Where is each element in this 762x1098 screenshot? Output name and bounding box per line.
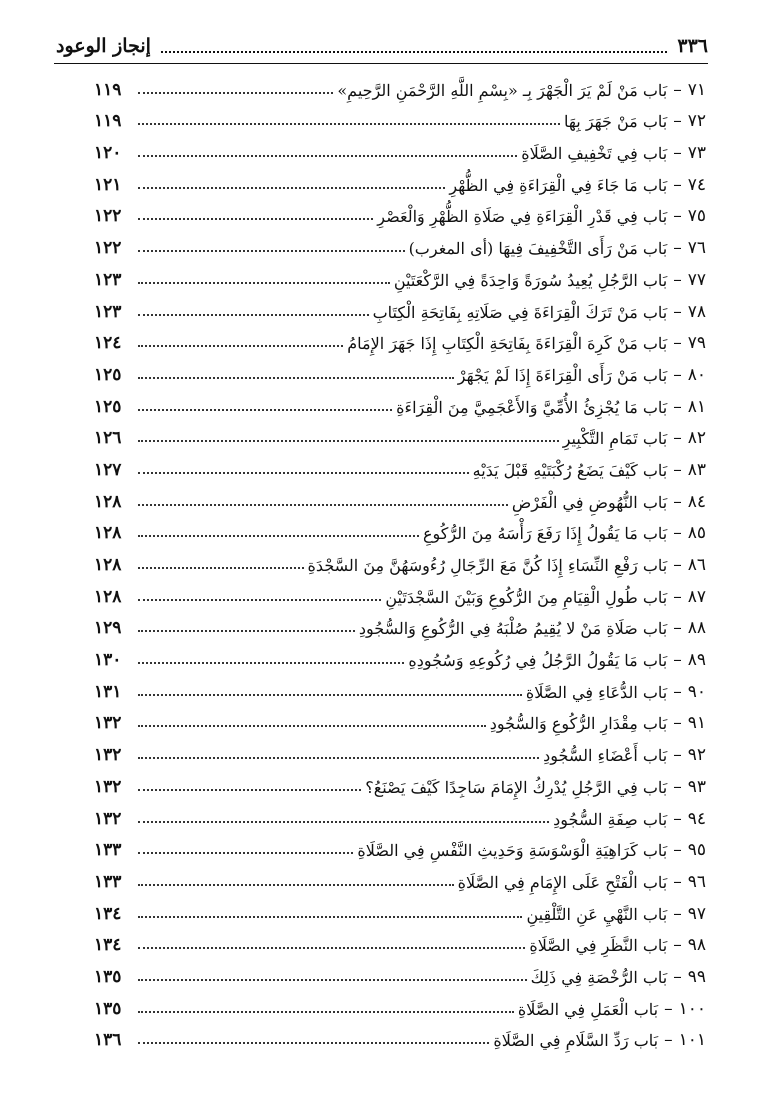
toc-entry [94, 702, 706, 734]
toc-entry [94, 892, 706, 924]
entry-number: ٨٢ [687, 428, 706, 449]
entry-number: ٧٤ [687, 174, 706, 195]
entry-dash: – [673, 808, 682, 829]
dot-leader [138, 282, 390, 284]
dot-leader [138, 1011, 514, 1013]
dot-leader [138, 504, 508, 506]
dot-leader [138, 852, 353, 854]
dot-leader [138, 630, 355, 632]
entry-page-number: ١٣٦ [94, 1030, 122, 1051]
toc-entry [94, 353, 706, 385]
entry-dash: – [673, 871, 682, 892]
entry-number: ٩٤ [687, 808, 706, 829]
entry-dash: – [673, 966, 682, 987]
entry-page-number: ١٢٢ [94, 206, 122, 227]
entry-title: بَاب مَنْ رَأَى التَّخْفِيفَ فِيهَا (أى المغرب) [408, 239, 668, 259]
entry-title: بَاب مَنْ كَرِهَ الْقِرَاءَةَ بِفَاتِحَةِ الْكِتَابِ إِذَا جَهَرَ الإِمَامُ [347, 334, 668, 354]
dot-leader [138, 884, 454, 886]
entry-dash: – [673, 206, 682, 227]
entry-dash: – [673, 745, 682, 766]
toc-entry [94, 575, 706, 607]
entry-title: بَاب تَمَامِ التَّكْبِيرِ [562, 429, 668, 449]
dot-leader [138, 947, 525, 949]
entry-number: ٨٤ [687, 491, 706, 512]
entry-dash: – [673, 428, 682, 449]
toc-entry [94, 638, 706, 670]
entry-number: ٧٢ [687, 111, 706, 132]
dot-leader [138, 694, 522, 696]
entry-title: بَاب فِي قَدْرِ الْقِرَاءَةِ فِي صَلَاةِ الظُّهْرِ وَالْعَصْرِ [377, 207, 668, 227]
entry-dash: – [673, 79, 682, 100]
entry-number: ٩١ [687, 713, 706, 734]
entry-title: بَاب مَنْ جَهَرَ بِهَا [564, 112, 668, 132]
entry-dash: – [673, 903, 682, 924]
entry-number: ٩٥ [687, 840, 706, 861]
entry-title: بَاب النَّظَرِ فِي الصَّلَاةِ [529, 936, 668, 956]
entry-title: بَاب النُّهُوضِ فِي الْفَرْضِ [511, 492, 668, 512]
dot-leader [138, 567, 304, 569]
entry-page-number: ١٣٢ [94, 745, 122, 766]
entry-page-number: ١٣٢ [94, 713, 122, 734]
dot-leader [138, 757, 539, 759]
entry-number: ٧٦ [687, 238, 706, 259]
entry-number: ٩٨ [687, 935, 706, 956]
dot-leader [138, 123, 560, 125]
running-title: إنجاز الوعود [56, 35, 151, 57]
entry-title: بَاب مَا يُجْزِئُ الأُمِّيَّ وَالأَعْجَمِيَّ مِنَ الْقِرَاءَةِ [396, 397, 668, 417]
entry-page-number: ١٢٦ [94, 428, 122, 449]
dot-leader [138, 314, 369, 316]
page-number: ٣٣٦ [677, 35, 708, 57]
toc-entry [94, 195, 706, 227]
toc-entry [94, 670, 706, 702]
entry-title: بَاب مَا يَقُولُ إِذَا رَفَعَ رَأْسَهُ مِنَ الرُّكُوعِ [422, 524, 668, 544]
entry-page-number: ١٢١ [94, 174, 122, 195]
entry-number: ٨٥ [687, 523, 706, 544]
entry-number: ٨٠ [687, 364, 706, 385]
entry-dash: – [673, 618, 682, 639]
entry-number: ١٠٠ [678, 998, 706, 1019]
toc-entry [94, 417, 706, 449]
entry-page-number: ١٣٥ [94, 966, 122, 987]
entry-number: ٩٠ [687, 681, 706, 702]
entry-number: ٧٥ [687, 206, 706, 227]
toc-entry [94, 290, 706, 322]
dot-leader [138, 155, 517, 157]
entry-title: بَاب الرُّخْصَةِ فِي ذَلِكَ [530, 967, 668, 987]
entry-number: ٨٨ [687, 618, 706, 639]
entry-page-number: ١٣٢ [94, 776, 122, 797]
entry-number: ٩٢ [687, 745, 706, 766]
entry-dash: – [673, 364, 682, 385]
dot-leader [138, 725, 486, 727]
entry-number: ٧٩ [687, 333, 706, 354]
page-header [56, 30, 708, 62]
dot-leader [138, 345, 343, 347]
toc-entry [94, 924, 706, 956]
entry-title: بَاب كَرَاهِيَةِ الْوَسْوَسَةِ وَحَدِيثِ النَّفْسِ فِي الصَّلَاةِ [357, 841, 668, 861]
dot-leader [138, 440, 559, 442]
entry-number: ٧١ [687, 79, 706, 100]
entry-title: بَاب كَيْفَ يَضَعُ رُكْبَتَيْهِ قَبْلَ يَدَيْهِ [472, 460, 668, 480]
entry-dash: – [673, 269, 682, 290]
entry-dash: – [673, 681, 682, 702]
entry-page-number: ١٢٣ [94, 269, 122, 290]
dot-leader [138, 187, 445, 189]
toc-entry [94, 987, 706, 1019]
entry-title: بَاب فِي تَخْفِيفِ الصَّلَاةِ [521, 144, 668, 164]
toc-entry [94, 226, 706, 258]
entry-title: بَاب مِقْدَارِ الرُّكُوعِ وَالسُّجُودِ [489, 714, 668, 734]
dot-leader [138, 535, 419, 537]
dot-leader [138, 1042, 489, 1044]
entry-title: بَاب مَنْ رَأَى الْقِرَاءَةَ إِذَا لَمْ يَجْهَرْ [457, 365, 668, 385]
entry-number: ٩٦ [687, 871, 706, 892]
entry-dash: – [673, 586, 682, 607]
entry-dash: – [673, 776, 682, 797]
entry-number: ٨٧ [687, 586, 706, 607]
entry-number: ٩٧ [687, 903, 706, 924]
toc-entry [94, 607, 706, 639]
entry-page-number: ١٢٠ [94, 143, 122, 164]
table-of-contents [94, 68, 706, 1050]
dot-leader [138, 92, 333, 94]
toc-entry [94, 100, 706, 132]
toc-entry [94, 543, 706, 575]
dot-leader [138, 821, 549, 823]
toc-entry [94, 448, 706, 480]
toc-entry [94, 131, 706, 163]
dot-leader [138, 789, 361, 791]
entry-page-number: ١٣١ [94, 681, 122, 702]
entry-dash: – [673, 523, 682, 544]
entry-number: ١٠١ [678, 1030, 706, 1051]
toc-entry [94, 860, 706, 892]
toc-entry [94, 955, 706, 987]
entry-dash: – [673, 174, 682, 195]
toc-entry [94, 258, 706, 290]
entry-page-number: ١٢٥ [94, 364, 122, 385]
toc-entry [94, 797, 706, 829]
entry-number: ٨١ [687, 396, 706, 417]
entry-title: بَاب مَنْ تَرَكَ الْقِرَاءَةَ فِي صَلَاتِهِ بِفَاتِحَةِ الْكِتَابِ [372, 302, 668, 322]
toc-entry [94, 829, 706, 861]
entry-page-number: ١٣٣ [94, 840, 122, 861]
entry-page-number: ١٣٣ [94, 871, 122, 892]
entry-title: بَاب مَا يَقُولُ الرَّجُلُ فِي رُكُوعِهِ وَسُجُودِهِ [408, 651, 668, 671]
entry-title: بَاب صِفَةِ السُّجُودِ [553, 809, 668, 829]
entry-number: ٩٩ [687, 966, 706, 987]
entry-dash: – [673, 935, 682, 956]
entry-number: ٧٣ [687, 143, 706, 164]
entry-page-number: ١٢٩ [94, 618, 122, 639]
toc-entry [94, 1019, 706, 1051]
entry-title: بَاب رَفْعِ النِّسَاءِ إِذَا كُنَّ مَعَ الرِّجَالِ رُءُوسَهُنَّ مِنَ السَّجْدَةِ [307, 556, 668, 575]
entry-page-number: ١٢٢ [94, 238, 122, 259]
entry-page-number: ١٢٨ [94, 491, 122, 512]
dot-leader [138, 916, 522, 918]
entry-title: بَاب الْفَتْحِ عَلَى الإِمَامِ فِي الصَّلَاةِ [457, 872, 668, 892]
entry-title: بَاب الدُّعَاءِ فِي الصَّلَاةِ [525, 682, 668, 702]
entry-title: بَاب طُولِ الْقِيَامِ مِنَ الرُّكُوعِ وَبَيْنَ السَّجْدَتَيْنِ [385, 587, 668, 607]
entry-number: ٨٦ [687, 555, 706, 575]
toc-entry [94, 480, 706, 512]
entry-title: بَاب صَلَاةِ مَنْ لا يُقِيمُ صُلْبَهُ فِي الرُّكُوعِ وَالسُّجُودِ [358, 619, 668, 639]
entry-title: بَاب الْعَمَلِ فِي الصَّلَاةِ [517, 999, 659, 1019]
entry-page-number: ١٣٢ [94, 808, 122, 829]
entry-number: ٧٧ [687, 269, 706, 290]
entry-page-number: ١٢٥ [94, 396, 122, 417]
entry-number: ٧٨ [687, 301, 706, 322]
entry-number: ٨٩ [687, 650, 706, 671]
entry-dash: – [664, 1030, 673, 1051]
entry-dash: – [673, 650, 682, 671]
entry-title: بَاب فِي الرَّجُلِ يُدْرِكُ الإِمَامَ سَاجِدًا كَيْفَ يَصْنَعُ؟ [365, 777, 668, 797]
dot-leader [138, 250, 405, 252]
entry-page-number: ١٢٨ [94, 586, 122, 607]
entry-dash: – [664, 998, 673, 1019]
toc-entry [94, 765, 706, 797]
entry-number: ٩٣ [687, 776, 706, 797]
entry-dash: – [673, 238, 682, 259]
dot-leader [138, 472, 469, 474]
dot-leader [138, 409, 392, 411]
entry-dash: – [673, 459, 682, 480]
entry-page-number: ١٣٤ [94, 935, 122, 956]
entry-page-number: ١٢٧ [94, 459, 122, 480]
toc-entry [94, 733, 706, 765]
toc-entry [94, 385, 706, 417]
entry-dash: – [673, 555, 682, 575]
entry-title: بَاب مَا جَاءَ فِي الْقِرَاءَةِ فِي الظُّهْرِ [449, 175, 668, 195]
entry-dash: – [673, 333, 682, 354]
dot-leader [138, 218, 373, 220]
entry-dash: – [673, 143, 682, 164]
dot-leader [138, 377, 454, 379]
entry-title: بَاب الرَّجُلِ يُعِيدُ سُورَةً وَاحِدَةً فِي الرَّكْعَتَيْنِ [393, 270, 668, 290]
dot-leader [138, 599, 381, 601]
entry-page-number: ١٣٥ [94, 998, 122, 1019]
entry-title: بَاب أَعْضَاءِ السُّجُودِ [543, 746, 668, 766]
toc-entry [94, 322, 706, 354]
entry-dash: – [673, 111, 682, 132]
entry-dash: – [673, 301, 682, 322]
entry-title: بَاب مَنْ لَمْ يَرَ الْجَهْرَ بِـ «بِسْمِ اللَّهِ الرَّحْمَنِ الرَّحِيمِ» [337, 80, 668, 100]
header-divider [54, 63, 708, 64]
entry-page-number: ١٢٨ [94, 523, 122, 544]
dot-leader [138, 979, 527, 981]
entry-number: ٨٣ [687, 459, 706, 480]
entry-dash: – [673, 396, 682, 417]
header-dot-leader [161, 51, 667, 53]
entry-dash: – [673, 491, 682, 512]
entry-page-number: ١٣٤ [94, 903, 122, 924]
entry-page-number: ١١٩ [94, 111, 122, 132]
entry-page-number: ١٢٣ [94, 301, 122, 322]
entry-dash: – [673, 840, 682, 861]
toc-entry [94, 68, 706, 100]
entry-title: بَاب رَدِّ السَّلَامِ فِي الصَّلَاةِ [493, 1031, 659, 1051]
entry-page-number: ١٢٤ [94, 333, 122, 354]
entry-page-number: ١٣٠ [94, 650, 122, 671]
entry-title: بَاب النَّهْيِ عَنِ التَّلْقِينِ [526, 904, 668, 924]
entry-page-number: ١٢٨ [94, 555, 122, 575]
toc-entry [94, 163, 706, 195]
dot-leader [138, 662, 404, 664]
entry-dash: – [673, 713, 682, 734]
toc-entry [94, 512, 706, 544]
entry-page-number: ١١٩ [94, 79, 122, 100]
